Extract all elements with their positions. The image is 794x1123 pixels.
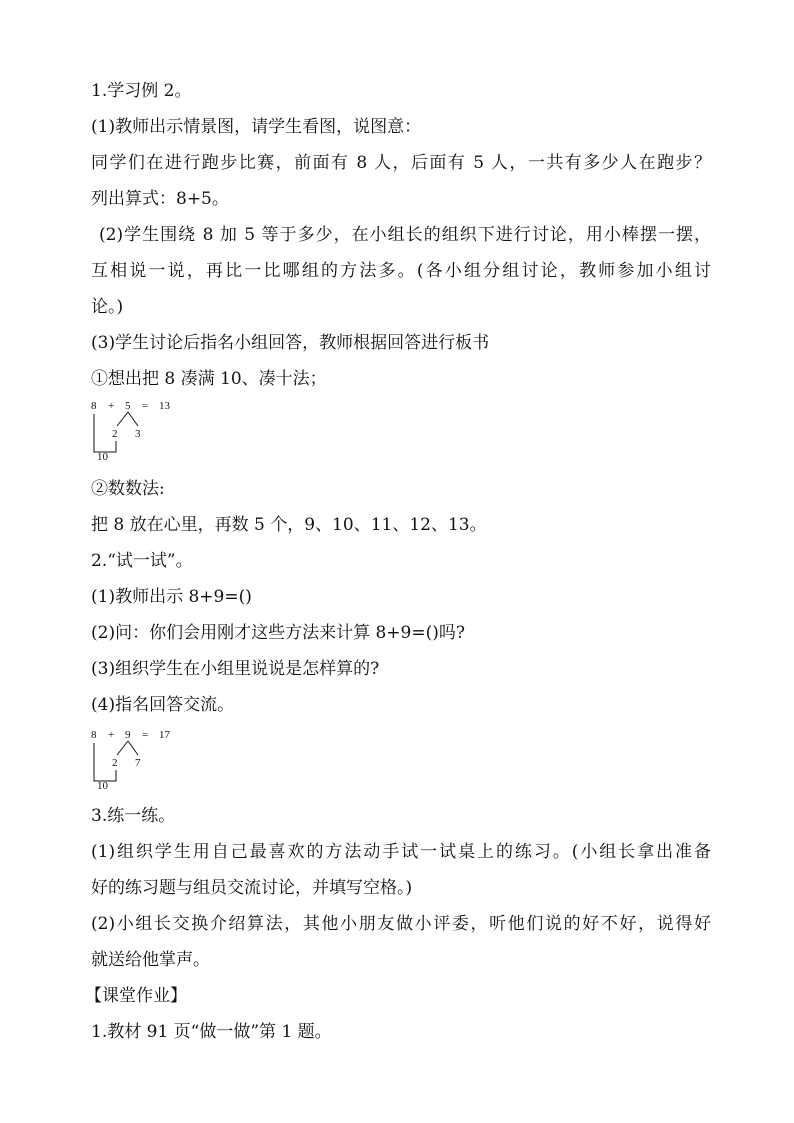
equation-line: 列出算式：8+5。 <box>91 189 229 209</box>
practice-step-1-cont: 好的练习题与组员交流讨论，并填写空格。) <box>91 878 413 898</box>
heading-classwork: 【课堂作业】 <box>85 986 187 1006</box>
make-ten-diagram-8-plus-5 <box>91 398 191 460</box>
split-part-2: 3 <box>135 428 141 440</box>
plus-sign: + <box>108 729 115 741</box>
heading-try-it: 2.“试一试”。 <box>91 551 193 571</box>
sum-result: 13 <box>159 400 170 412</box>
practice-step-1: (1)组织学生用自己最喜欢的方法动手试一试桌上的练习。(小组长拿出准备 <box>91 842 711 862</box>
equals-sign: = <box>142 729 149 741</box>
split-part-1: 2 <box>112 428 118 440</box>
addend-a: 8 <box>91 400 97 412</box>
practice-step-2: (2)小组长交换介绍算法，其他小朋友做小评委，听他们说的好不好，说得好 <box>91 914 711 934</box>
try-step-4: (4)指名回答交流。 <box>91 695 235 715</box>
heading-practice: 3.练一练。 <box>91 806 176 826</box>
step-2-discussion: (2)学生围绕 8 加 5 等于多少，在小组长的组织下进行讨论，用小棒摆一摆， <box>99 225 711 245</box>
method-make-ten: ①想出把 8 凑满 10、凑十法； <box>91 369 327 389</box>
step-3-board: (3)学生讨论后指名小组回答，教师根据回答进行板书 <box>91 333 490 353</box>
step-2-discussion-end: 论。) <box>91 297 124 317</box>
try-step-1: (1)教师出示 8+9=() <box>91 587 252 607</box>
addend-b: 5 <box>125 400 131 412</box>
make-ten-diagram-8-plus-9 <box>91 727 191 789</box>
heading-example-2: 1.学习例 2。 <box>91 81 192 101</box>
practice-step-2-cont: 就送给他掌声。 <box>91 950 210 970</box>
split-line-left <box>117 741 128 755</box>
problem-description: 同学们在进行跑步比赛，前面有 8 人，后面有 5 人，一共有多少人在跑步？ <box>91 153 711 173</box>
method-counting: ②数数法: <box>91 479 165 499</box>
split-line-left <box>117 412 128 426</box>
ten-label: 10 <box>97 780 108 789</box>
equals-sign: = <box>142 400 149 412</box>
split-line-right <box>128 412 138 426</box>
plus-sign: + <box>108 400 115 412</box>
split-part-2: 7 <box>135 757 141 769</box>
try-step-3: (3)组织学生在小组里说说是怎样算的? <box>91 659 380 679</box>
sum-result: 17 <box>159 729 170 741</box>
step-2-discussion-cont: 互相说一说，再比一比哪组的方法多。(各小组分组讨论，教师参加小组讨 <box>91 261 711 281</box>
split-part-1: 2 <box>112 757 118 769</box>
ten-label: 10 <box>97 451 108 460</box>
step-1-show-picture: (1)教师出示情景图，请学生看图，说图意： <box>91 117 422 137</box>
counting-description: 把 8 放在心里，再数 5 个，9、10、11、12、13。 <box>91 515 487 535</box>
addend-b: 9 <box>125 729 131 741</box>
addend-a: 8 <box>91 729 97 741</box>
classwork-item-1: 1.教材 91 页“做一做”第 1 题。 <box>91 1022 332 1042</box>
split-line-right <box>128 741 138 755</box>
try-step-2: (2)问：你们会用刚才这些方法来计算 8+9=()吗? <box>91 623 465 643</box>
